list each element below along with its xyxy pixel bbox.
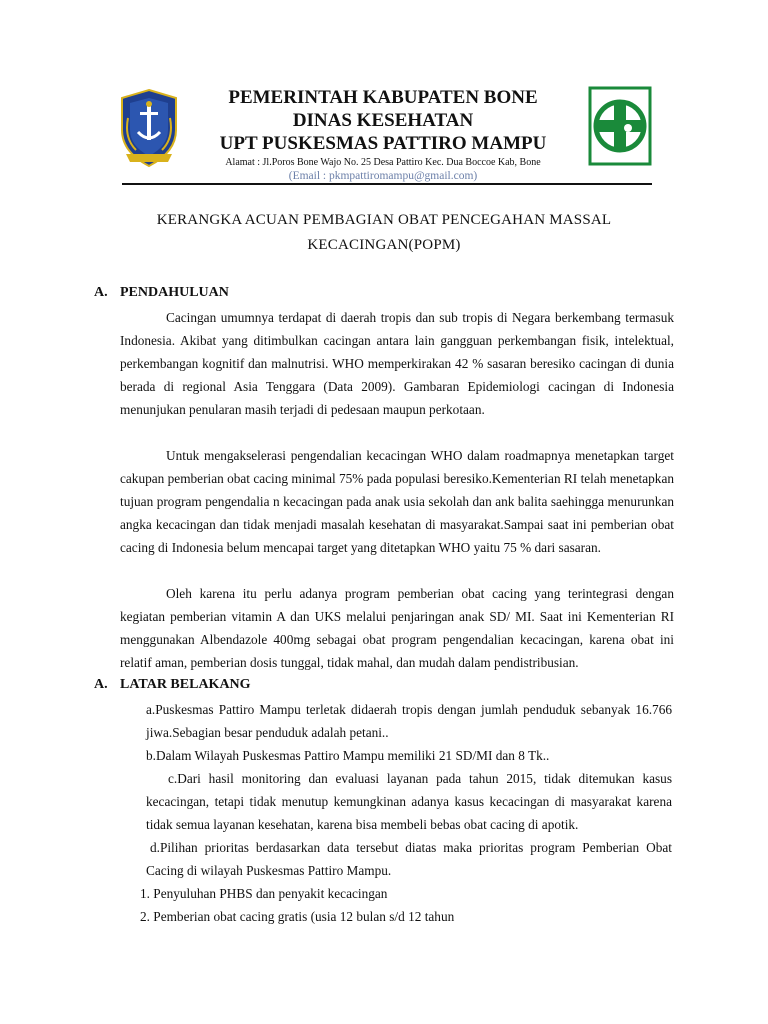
document-title-line-2: KECACINGAN(POPM) <box>307 237 461 253</box>
latar-belakang-list-item-2: 2. Pemberian obat cacing gratis (usia 12 bulan s/d 12 tahun <box>140 909 455 924</box>
latar-belakang-list-item-1: 1. Penyuluhan PHBS dan penyakit kecacingan <box>140 886 388 901</box>
section-title: LATAR BELAKANG <box>120 677 251 692</box>
latar-belakang-item-a: a.Puskesmas Pattiro Mampu terletak didaerah tropis dengan jumlah penduduk sebanyak 16.766 jiwa.Sebagian besar penduduk adalah petani.. <box>146 702 672 740</box>
letterhead-government: PEMERINTAH KABUPATEN BONE <box>228 87 538 108</box>
pendahuluan-paragraph-1: Cacingan umumnya terdapat di daerah tropis dan sub tropis di Negara berkembang termasuk Indonesia. Akibat yang ditimbulkan cacingan antara lain gangguan perkembangan fisik, intelektual, perkembangan kognitif dan malnutrisi. WHO memperkirakan 42 % sasaran beresiko cacingan di dunia berada di regional Asia Tenggara (Data 2009). Gambaran Epidemiologi cacingan di Indonesia menunjukan penularan masih terjadi di pedesaan maupun perkotaan. <box>120 310 674 417</box>
regency-crest-icon <box>118 88 180 168</box>
section-heading-latar-belakang <box>94 677 251 693</box>
latar-belakang-item-d: d.Pilihan prioritas berdasarkan data tersebut diatas maka prioritas program Pemberian Obat Cacing di wilayah Puskesmas Pattiro Mampu. <box>146 840 672 878</box>
letterhead-department: DINAS KESEHATAN <box>292 110 474 131</box>
section-title: PENDAHULUAN <box>120 285 229 300</box>
letterhead-divider <box>122 183 652 185</box>
section-heading-pendahuluan <box>94 285 229 301</box>
document-title-line-1: KERANGKA ACUAN PEMBAGIAN OBAT PENCEGAHAN MASSAL <box>156 212 612 228</box>
section-letter: A. <box>94 285 108 300</box>
document-title <box>110 208 658 258</box>
section-letter: A. <box>94 677 108 692</box>
latar-belakang-item-b: b.Dalam Wilayah Puskesmas Pattiro Mampu memiliki 21 SD/MI dan 8 Tk.. <box>146 748 550 763</box>
latar-belakang-item-c: c.Dari hasil monitoring dan evaluasi layanan pada tahun 2015, tidak ditemukan kasus kecacingan, tetapi tidak menutup kemungkinan adanya kasus kecacingan di masyarakat karena tidak semua layanan kesehatan, karena bisa membeli bebas obat cacing di apotik. <box>146 771 672 832</box>
pendahuluan-paragraph-2: Untuk mengakselerasi pengendalian kecacingan WHO dalam roadmapnya menetapkan target cakupan pemberian obat cacing minimal 75% pada populasi beresiko.Kementerian RI telah menetapkan tujuan program pengendalia n kecacingan pada anak usia sekolah dan ank balita saehingga menurunkan angka kecacingan dan tidak menjadi masalah kesehatan di masyarakat.Sampai saat ini pemberian obat cacing di Indonesia belum mencapai target yang ditetapkan WHO yaitu 75 % dari sasaran. <box>120 448 674 555</box>
letterhead-address: Alamat : Jl.Poros Bone Wajo No. 25 Desa Pattiro Kec. Dua Boccoe Kab, Bone <box>225 157 541 168</box>
letterhead-email: (Email : pkmpattiromampu@gmail.com) <box>288 170 478 182</box>
letterhead <box>200 86 566 183</box>
puskesmas-cross-icon <box>588 86 652 166</box>
pendahuluan-paragraph-3: Oleh karena itu perlu adanya program pemberian obat cacing yang terintegrasi dengan kegiatan pemberian vitamin A dan UKS melalui penjaringan anak SD/ MI. Saat ini Kementerian RI menggunakan Albendazole 400mg sebagai obat program pengendalian kecacingan, karena obat ini relatif aman, pemberian dosis tunggal, tidak mahal, dan mudah dalam pendistribusian. <box>120 586 674 670</box>
letterhead-unit: UPT PUSKESMAS PATTIRO MAMPU <box>219 133 547 154</box>
